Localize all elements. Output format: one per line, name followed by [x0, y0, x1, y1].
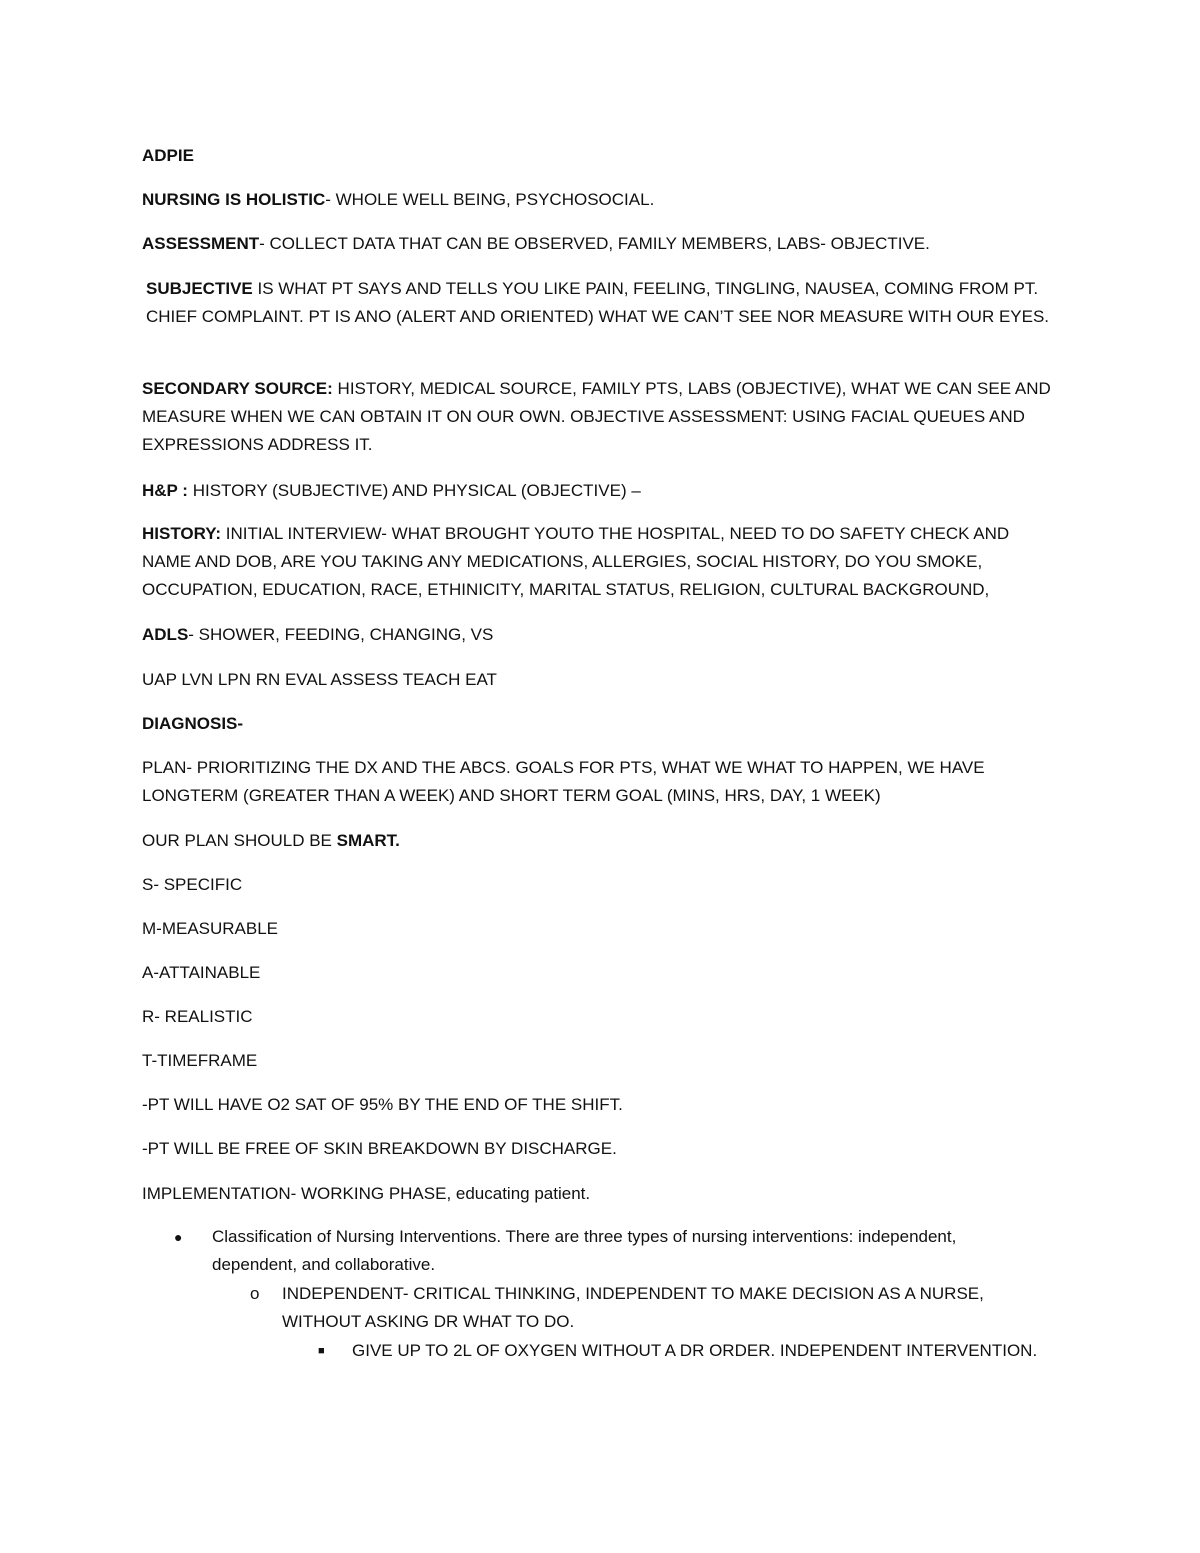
hp-text: HISTORY (SUBJECTIVE) AND PHYSICAL (OBJECTIVE) –	[187, 481, 641, 500]
holistic-text: - WHOLE WELL BEING, PSYCHOSOCIAL.	[325, 190, 655, 209]
secondary-source-text: HISTORY, MEDICAL SOURCE, FAMILY PTS, LABS (OBJECTIVE), WHAT WE CAN SEE AND MEASURE WHEN WE CAN OBTAIN IT ON OUR OWN. OBJECTIVE ASSESSMENT: USING FACIAL QUEUES AND EXPRESSIONS ADDRESS IT.	[142, 379, 1051, 454]
adls-paragraph	[142, 621, 1062, 649]
subjective-text: IS WHAT PT SAYS AND TELLS YOU LIKE PAIN, FEELING, TINGLING, NAUSEA, COMING FROM PT. CHIEF COMPLAINT. PT IS ANO (ALERT AND ORIENTED) WHAT WE CAN’T SEE NOR MEASURE WITH OUR EYES.	[146, 279, 1050, 326]
history-text: INITIAL INTERVIEW- WHAT BROUGHT YOUTO THE HOSPITAL, NEED TO DO SAFETY CHECK AND NAME AND DOB, ARE YOU TAKING ANY MEDICATIONS, ALLERGIES, SOCIAL HISTORY, DO YOU SMOKE, OCCUPATION, EDUCATION, RACE, ETHINICITY, MARITAL STATUS, RELIGION, CULTURAL BACKGROUND,	[142, 524, 1010, 599]
smart-item-timeframe: T-TIMEFRAME	[142, 1051, 258, 1070]
assessment-heading: ASSESSMENT	[142, 234, 260, 253]
smart-text: OUR PLAN SHOULD BE	[142, 831, 337, 850]
diagnosis-heading: DIAGNOSIS-	[142, 714, 244, 733]
bullet-independent: INDEPENDENT- CRITICAL THINKING, INDEPENDENT TO MAKE DECISION AS A NURSE, WITHOUT ASKING DR WHAT TO DO.	[282, 1284, 984, 1331]
subjective-paragraph	[146, 275, 1066, 331]
goal-skin: -PT WILL BE FREE OF SKIN BREAKDOWN BY DISCHARGE.	[142, 1139, 617, 1158]
assessment-paragraph	[142, 230, 1062, 258]
smart-line	[142, 827, 1062, 855]
bullet-classification: Classification of Nursing Interventions. There are three types of nursing interventions: independent, dependent, and collaborative.	[212, 1227, 957, 1274]
holistic-heading: NURSING IS HOLISTIC	[142, 190, 326, 209]
goal-oxygen: -PT WILL HAVE O2 SAT OF 95% BY THE END OF THE SHIFT.	[142, 1095, 623, 1114]
uap-line: UAP LVN LPN RN EVAL ASSESS TEACH EAT	[142, 670, 497, 689]
implementation-line: IMPLEMENTATION- WORKING PHASE, educating patient.	[142, 1184, 591, 1203]
smart-item-realistic: R- REALISTIC	[142, 1007, 253, 1026]
adls-text: - SHOWER, FEEDING, CHANGING, VS	[188, 625, 494, 644]
bullet-square-icon: ■	[318, 1345, 325, 1357]
doc-title: ADPIE	[142, 146, 194, 165]
hp-paragraph	[142, 477, 1062, 505]
smart-bold: SMART.	[336, 831, 400, 850]
history-heading: HISTORY:	[142, 524, 222, 543]
history-paragraph	[142, 520, 1062, 604]
holistic-paragraph	[142, 186, 1062, 214]
plan-paragraph: PLAN- PRIORITIZING THE DX AND THE ABCS. GOALS FOR PTS, WHAT WE WHAT TO HAPPEN, WE HAVE LONGTERM (GREATER THAN A WEEK) AND SHORT TERM GOAL (MINS, HRS, DAY, 1 WEEK)	[142, 758, 985, 805]
hp-heading: H&P :	[142, 481, 188, 500]
assessment-text: - COLLECT DATA THAT CAN BE OBSERVED, FAMILY MEMBERS, LABS- OBJECTIVE.	[259, 234, 930, 253]
adls-heading: ADLS	[142, 625, 189, 644]
smart-item-attainable: A-ATTAINABLE	[142, 963, 261, 982]
smart-item-measurable: M-MEASURABLE	[142, 919, 279, 938]
bullet-circle-icon: o	[250, 1284, 260, 1303]
secondary-source-paragraph	[142, 375, 1062, 459]
smart-item-specific: S- SPECIFIC	[142, 875, 243, 894]
bullet-disc-icon: ●	[174, 1229, 183, 1245]
secondary-source-heading: SECONDARY SOURCE:	[142, 379, 333, 398]
subjective-heading: SUBJECTIVE	[146, 279, 253, 298]
bullet-oxygen: GIVE UP TO 2L OF OXYGEN WITHOUT A DR ORDER. INDEPENDENT INTERVENTION.	[352, 1341, 1038, 1360]
